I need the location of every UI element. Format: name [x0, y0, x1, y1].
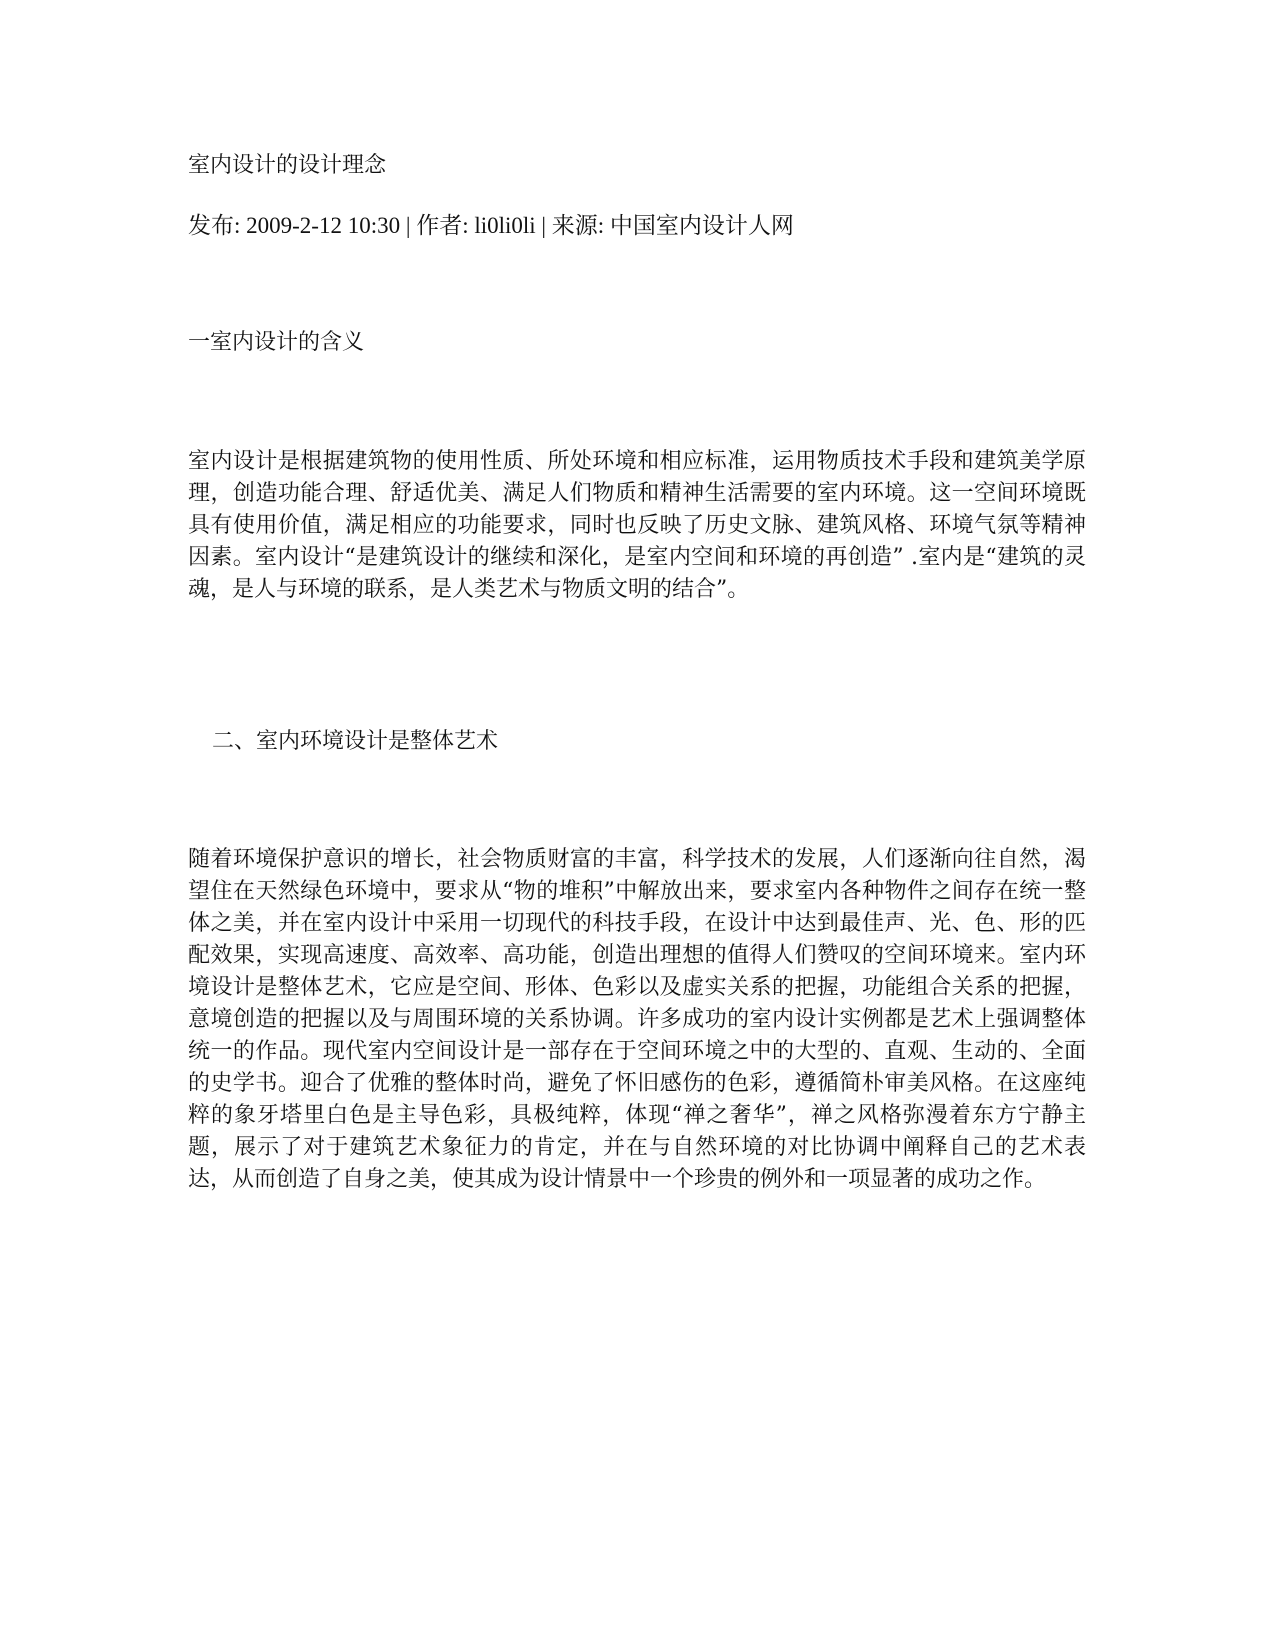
section-heading-1: 一室内设计的含义: [188, 330, 365, 355]
section-paragraph-1: 室内设计是根据建筑物的使用性质、所处环境和相应标准，运用物质技术手段和建筑美学原理，创造功能合理、舒适优美、满足人们物质和精神生活需要的室内环境。这一空间环境既具有使用价值，满足相应的功能要求，同时也反映了历史文脉、建筑风格、环境气氛等精神因素。室内设计“是建筑设计的继续和深化，是室内空间和环境的再创造” .室内是“建筑的灵魂，是人与环境的联系，是人类艺术与物质文明的结合”。: [188, 449, 1086, 602]
article-title: 室内设计的设计理念: [188, 153, 387, 178]
section-heading-2: 二、室内环境设计是整体艺术: [212, 729, 499, 754]
article-meta: 发布: 2009-2-12 10:30 | 作者: li0li0li | 来源: 中国室内设计人网: [188, 213, 794, 238]
section-paragraph-2: 随着环境保护意识的增长，社会物质财富的丰富，科学技术的发展，人们逐渐向往自然，渴望住在天然绿色环境中，要求从“物的堆积”中解放出来，要求室内各种物件之间存在统一整体之美，并在室内设计中采用一切现代的科技手段，在设计中达到最佳声、光、色、形的匹配效果，实现高速度、高效率、高功能，创造出理想的值得人们赞叹的空间环境来。室内环境设计是整体艺术，它应是空间、形体、色彩以及虚实关系的把握，功能组合关系的把握，意境创造的把握以及与周围环境的关系协调。许多成功的室内设计实例都是艺术上强调整体统一的作品。现代室内空间设计是一部存在于空间环境之中的大型的、直观、生动的、全面的史学书。迎合了优雅的整体时尚，避免了怀旧感伤的色彩，遵循简朴审美风格。在这座纯粹的象牙塔里白色是主导色彩，具极纯粹，体现“禅之奢华”，禅之风格弥漫着东方宁静主题，展示了对于建筑艺术象征力的肯定，并在与自然环境的对比协调中阐释自己的艺术表达，从而创造了自身之美，使其成为设计情景中一个珍贵的例外和一项显著的成功之作。: [188, 847, 1086, 1192]
